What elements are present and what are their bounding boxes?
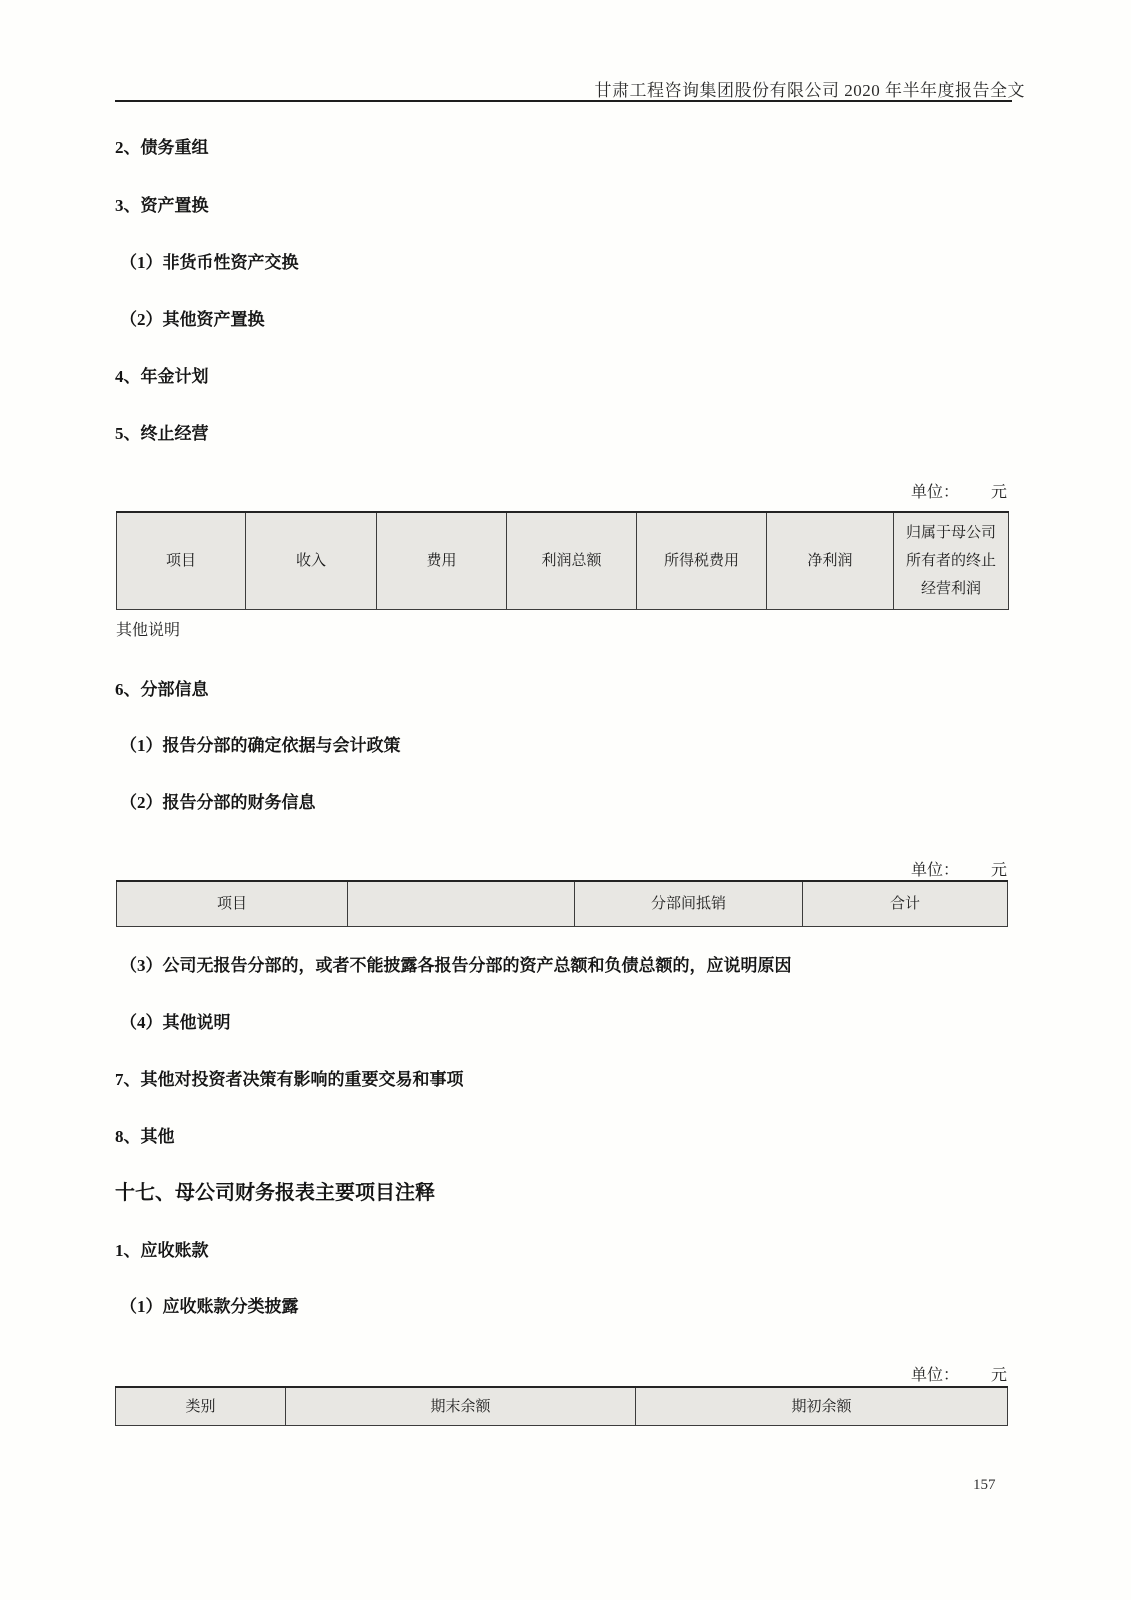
heading-parent-company-notes: 十七、母公司财务报表主要项目注释 bbox=[115, 1182, 435, 1204]
col-header-project: 项目 bbox=[117, 512, 246, 610]
other-note-label: 其他说明 bbox=[116, 622, 181, 639]
heading-segment-basis: （1）报告分部的确定依据与会计政策 bbox=[120, 736, 401, 755]
running-header-title: 甘肃工程咨询集团股份有限公司 2020 年半年度报告全文 bbox=[594, 81, 1025, 100]
heading-other-transactions: 7、其他对投资者决策有影响的重要交易和事项 bbox=[115, 1070, 464, 1089]
col-header-net-profit: 净利润 bbox=[767, 512, 894, 610]
col-header-attributable-discontinued-profit: 归属于母公司所有者的终止经营利润 bbox=[894, 512, 1009, 610]
heading-asset-swap: 3、资产置换 bbox=[115, 196, 209, 215]
unit-note-1 bbox=[911, 479, 1007, 502]
heading-asset-swap-other: （2）其他资产置换 bbox=[120, 310, 265, 329]
table-header-row bbox=[116, 1387, 1008, 1426]
unit-label: 单位： bbox=[910, 484, 959, 501]
heading-accounts-receivable: 1、应收账款 bbox=[115, 1241, 209, 1260]
col-header-category: 类别 bbox=[116, 1387, 286, 1426]
heading-debt-restructuring: 2、债务重组 bbox=[115, 138, 209, 157]
heading-asset-swap-nonmonetary: （1）非货币性资产交换 bbox=[120, 253, 299, 272]
accounts-receivable-table bbox=[115, 1386, 1008, 1426]
heading-segment-info: 6、分部信息 bbox=[115, 680, 209, 699]
table-header-row bbox=[117, 881, 1008, 927]
col-header-blank bbox=[348, 881, 575, 927]
col-header-income-tax: 所得税费用 bbox=[637, 512, 767, 610]
heading-accounts-receivable-disclosure: （1）应收账款分类披露 bbox=[120, 1297, 299, 1316]
col-header-expense: 费用 bbox=[377, 512, 507, 610]
col-header-income: 收入 bbox=[246, 512, 377, 610]
unit-note-3 bbox=[911, 1362, 1007, 1385]
col-header-ending-balance: 期末余额 bbox=[286, 1387, 636, 1426]
col-header-beginning-balance: 期初余额 bbox=[636, 1387, 1008, 1426]
heading-other: 8、其他 bbox=[115, 1127, 175, 1146]
heading-segment-no-report: （3）公司无报告分部的，或者不能披露各报告分部的资产总额和负债总额的，应说明原因 bbox=[120, 956, 792, 975]
col-header-intersegment-elimination: 分部间抵销 bbox=[575, 881, 803, 927]
heading-discontinued-operations: 5、终止经营 bbox=[115, 424, 209, 443]
header-rule bbox=[115, 100, 1012, 102]
unit-label: 单位： bbox=[910, 862, 959, 879]
unit-value: 元 bbox=[990, 862, 1007, 879]
col-header-project: 项目 bbox=[117, 881, 348, 927]
heading-annuity-plan: 4、年金计划 bbox=[115, 367, 209, 386]
unit-note-2 bbox=[911, 857, 1007, 880]
page-number: 157 bbox=[973, 1477, 996, 1493]
unit-value: 元 bbox=[990, 484, 1007, 501]
heading-segment-other: （4）其他说明 bbox=[120, 1013, 231, 1032]
heading-segment-financial: （2）报告分部的财务信息 bbox=[120, 793, 316, 812]
table-header-row bbox=[117, 512, 1009, 610]
segment-financial-table bbox=[116, 880, 1008, 927]
unit-value: 元 bbox=[990, 1367, 1007, 1384]
unit-label: 单位： bbox=[910, 1367, 959, 1384]
discontinued-operations-table bbox=[116, 511, 1009, 610]
col-header-total-profit: 利润总额 bbox=[507, 512, 637, 610]
col-header-total: 合计 bbox=[803, 881, 1008, 927]
